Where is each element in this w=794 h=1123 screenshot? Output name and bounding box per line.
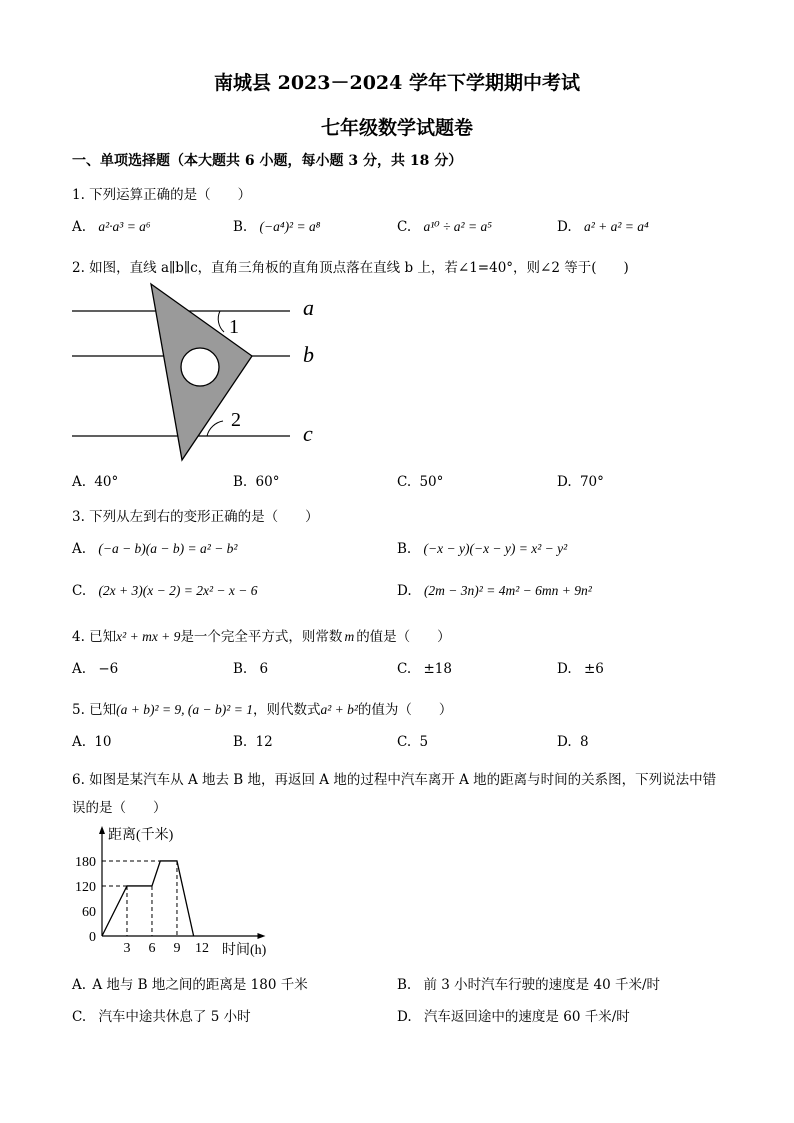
option-text: ±18 <box>423 661 452 677</box>
q2-option-c <box>397 474 443 490</box>
option-expr: (2m − 3n)² = 4m² − 6mn + 9n² <box>423 583 592 598</box>
x-tick-label: 12 <box>194 941 209 956</box>
x-tick-label: 9 <box>173 941 181 956</box>
option-expr: a²·a³ = a⁶ <box>98 219 151 234</box>
q6-option-d <box>397 1005 630 1025</box>
option-letter: C. <box>397 474 412 490</box>
angle-1-arc <box>218 311 224 332</box>
q3-option-a <box>72 541 237 557</box>
q2-option-b <box>233 474 279 490</box>
y-tick-label: 180 <box>75 854 96 870</box>
option-letter: B. <box>233 219 248 235</box>
y-axis-arrow <box>99 826 105 834</box>
option-expr: (2x + 3)(x − 2) = 2x² − x − 6 <box>98 583 258 598</box>
q5-option-a <box>72 734 112 750</box>
stem-expr: a² + b² <box>320 702 358 717</box>
set-square-hole <box>181 348 219 386</box>
option-text: 12 <box>255 734 273 750</box>
q3-option-c <box>72 583 257 599</box>
stem-text: 的值是（ ） <box>356 629 451 645</box>
line-c-label: c <box>303 421 313 446</box>
option-text: 40° <box>94 474 119 490</box>
option-text: ±6 <box>583 661 604 677</box>
option-letter: D. <box>557 474 572 490</box>
option-letter: D. <box>557 219 572 235</box>
option-expr: (−x − y)(−x − y) = x² − y² <box>423 541 568 556</box>
option-text: 汽车返回途中的速度是 60 千米/时 <box>423 1009 630 1025</box>
option-text: 前 3 小时汽车行驶的速度是 40 千米/时 <box>423 977 660 993</box>
option-expr: a¹⁰ ÷ a² = a⁵ <box>423 219 492 234</box>
option-letter: D. <box>557 734 572 750</box>
q1-option-d <box>557 219 649 235</box>
option-letter: C. <box>72 583 87 599</box>
stem-text: 5. 已知 <box>72 702 117 718</box>
q2-option-a <box>72 474 118 490</box>
q4-option-c <box>397 661 452 677</box>
question-2-stem: 2. 如图，直线 a∥b∥c，直角三角板的直角顶点落在直线 b 上，若∠1=40°，则∠2 等于( ) <box>72 260 629 276</box>
section-heading: 一、单项选择题（本大题共 6 小题，每小题 3 分，共 18 分） <box>72 153 463 169</box>
option-letter: B. <box>397 977 412 993</box>
x-tick-label: 6 <box>148 941 156 956</box>
y-tick-label: 60 <box>82 904 96 920</box>
option-letter: B. <box>233 734 248 750</box>
x-axis-arrow <box>257 933 265 939</box>
option-letter: B. <box>397 541 412 557</box>
option-text: 6 <box>259 661 269 677</box>
q1-option-a <box>72 219 151 235</box>
option-letter: B. <box>233 474 248 490</box>
series-line <box>102 861 194 936</box>
q4-option-b <box>233 661 268 677</box>
option-letter: A. <box>72 661 87 677</box>
option-text: 10 <box>94 734 112 750</box>
question-5-stem <box>72 698 452 718</box>
y-axis-label: 距离(千米) <box>108 828 174 843</box>
option-text: 50° <box>419 474 444 490</box>
option-text: 汽车中途共休息了 5 小时 <box>98 1009 251 1025</box>
option-letter: A. <box>72 219 87 235</box>
option-text: A 地与 B 地之间的距离是 180 千米 <box>92 977 308 993</box>
question-3-stem: 3. 下列从左到右的变形正确的是（ ） <box>72 509 319 525</box>
angle-2-arc <box>207 421 223 436</box>
option-letter: A. <box>72 977 87 993</box>
stem-expr: (a + b)² = 9, (a − b)² = 1 <box>116 702 253 717</box>
stem-text: 是一个完全平方式，则常数 <box>180 629 343 645</box>
q3-option-d <box>397 583 592 599</box>
q2-option-d <box>557 474 604 490</box>
exam-subtitle: 七年级数学试题卷 <box>320 117 473 139</box>
stem-text: 4. 已知 <box>72 629 117 645</box>
question-4-stem <box>72 625 451 645</box>
option-text: 5 <box>419 734 429 750</box>
q6-option-a <box>72 973 308 993</box>
option-letter: C. <box>397 661 412 677</box>
option-letter: D. <box>557 661 572 677</box>
question-1-stem: 1. 下列运算正确的是（ ） <box>72 187 252 203</box>
q6-option-b <box>397 973 660 993</box>
option-text: 60° <box>255 474 280 490</box>
option-letter: D. <box>397 583 412 599</box>
distance-time-chart <box>60 820 300 965</box>
angle-1-label: 1 <box>229 316 239 338</box>
x-axis-label: 时间(h) <box>221 943 267 958</box>
q1-option-c <box>397 219 492 235</box>
exam-title: 南城县 2023－2024 学年下学期期中考试 <box>214 72 580 94</box>
option-letter: C. <box>397 734 412 750</box>
stem-var: m <box>344 629 355 644</box>
line-a-label: a <box>303 295 314 320</box>
q6-option-c <box>72 1005 251 1025</box>
option-letter: A. <box>72 474 87 490</box>
option-letter: D. <box>397 1009 412 1025</box>
angle-2-label: 2 <box>231 409 241 431</box>
stem-text: 的值为（ ） <box>357 702 453 718</box>
option-expr: (−a⁴)² = a⁸ <box>259 219 321 234</box>
q4-option-a <box>72 661 118 677</box>
option-letter: B. <box>233 661 248 677</box>
option-letter: C. <box>397 219 412 235</box>
line-b-label: b <box>303 342 314 367</box>
option-letter: C. <box>72 1009 87 1025</box>
option-text: 8 <box>579 734 589 750</box>
question-6-stem-line1: 6. 如图是某汽车从 A 地去 B 地，再返回 A 地的过程中汽车离开 A 地的距离与时间的关系图，下列说法中错 <box>72 772 717 788</box>
option-letter: A. <box>72 541 87 557</box>
option-text: 70° <box>579 474 604 490</box>
y-tick-label: 120 <box>75 879 96 895</box>
option-text: −6 <box>98 661 119 677</box>
question-6-stem-line2: 误的是（ ） <box>72 800 167 816</box>
stem-text: ，则代数式 <box>252 702 321 718</box>
option-expr: (−a − b)(a − b) = a² − b² <box>98 541 238 556</box>
x-tick-label: 3 <box>123 941 131 956</box>
stem-expr: x² + mx + 9 <box>116 629 181 644</box>
parallel-lines-triangle-figure <box>60 280 330 465</box>
q1-option-b <box>233 219 320 235</box>
option-letter: A. <box>72 734 87 750</box>
q3-option-b <box>397 541 567 557</box>
q5-option-b <box>233 734 273 750</box>
q5-option-c <box>397 734 428 750</box>
q4-option-d <box>557 661 604 677</box>
q5-option-d <box>557 734 589 750</box>
y-tick-label: 0 <box>89 930 96 945</box>
option-expr: a² + a² = a⁴ <box>583 219 649 234</box>
